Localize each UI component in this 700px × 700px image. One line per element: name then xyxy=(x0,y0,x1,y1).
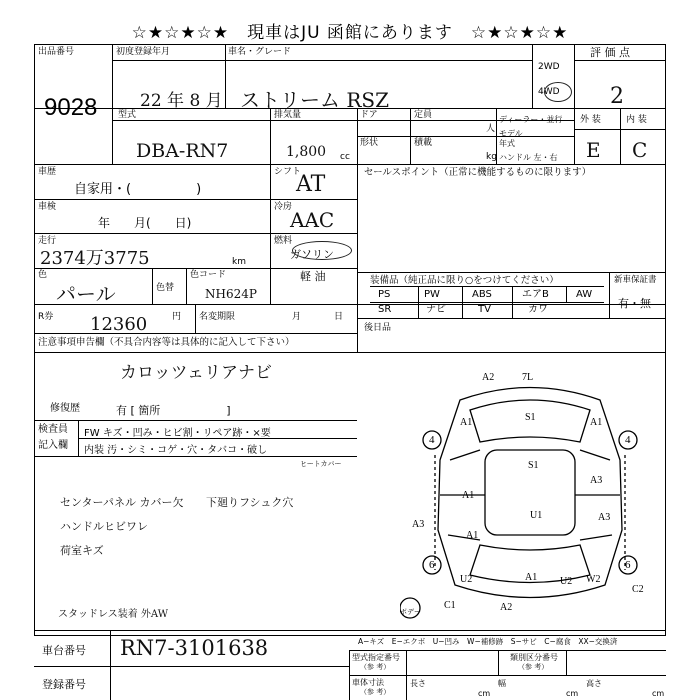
svg-text:7L: 7L xyxy=(522,372,534,383)
interior-label: 内 装 xyxy=(626,115,647,125)
dealer-label: ディーラー・並行 xyxy=(499,115,563,124)
model-label: 型式 xyxy=(118,110,137,120)
notes-label: 注意事項申告欄（不具合内容等は具体的に記入して下さい） xyxy=(38,337,295,348)
recycle-value: 12360 xyxy=(90,314,148,335)
car-name-label: 車名・グレード xyxy=(228,47,292,57)
equipment-label: 装備品（純正品に限り○をつけてください） xyxy=(370,275,559,286)
remark-line-3: 荷室キズ xyxy=(60,544,104,557)
width-label: 幅 xyxy=(498,679,506,688)
car-name-value: ストリーム RSZ xyxy=(240,88,390,112)
shape-label: 形状 xyxy=(360,138,379,148)
svg-text:A1: A1 xyxy=(462,490,475,501)
drive-circle xyxy=(544,82,572,102)
shift-label: シフト xyxy=(274,167,302,177)
warranty-label: 新車保証書 xyxy=(614,275,657,285)
handle-label: ハンドル 左・右 xyxy=(499,153,558,162)
capacity-unit: 人 xyxy=(486,124,496,134)
shift-value: AT xyxy=(296,172,326,197)
inspector-row-2: 内装 汚・シミ・コゲ・穴・タバコ・破し xyxy=(84,445,268,456)
door-label: ドア xyxy=(360,110,378,120)
damage-legend: A−キズ E−エクボ U−凹み W−補修跡 S−サビ C−腐食 XX−交換済 xyxy=(358,637,618,646)
svg-text:A3: A3 xyxy=(590,475,603,486)
inspector-small-note: ヒートカバー xyxy=(300,460,342,468)
ac-value: AAC xyxy=(290,208,335,232)
inspection-label: 車検 xyxy=(38,202,57,212)
equip-navi: ナビ xyxy=(426,304,446,315)
color-change-label: 色替 xyxy=(156,283,175,293)
inspector-label-1: 検査員 xyxy=(38,424,68,435)
svg-text:6: 6 xyxy=(625,559,631,571)
height-label: 高さ xyxy=(586,679,602,688)
history-label: 車歴 xyxy=(38,167,57,177)
svg-text:A1: A1 xyxy=(466,530,479,541)
drive-2wd: 2WD xyxy=(538,62,560,72)
remark-line-5: スタッドレス装着 外AW xyxy=(58,609,168,620)
svg-text:A2: A2 xyxy=(500,602,513,613)
equip-leather: カワ xyxy=(528,304,548,315)
svg-text:A3: A3 xyxy=(598,512,611,523)
class-label: 類別区分番号 xyxy=(510,653,558,662)
equip-abs: ABS xyxy=(472,289,492,300)
first-reg-label: 初度登録年月 xyxy=(116,47,171,57)
inspection-value: 年 月( 日) xyxy=(98,216,192,230)
equip-airbag: エアB xyxy=(522,289,549,300)
mileage-value: 2374万3775 xyxy=(40,248,150,269)
capacity-label: 定員 xyxy=(414,110,433,120)
history-value: 自家用・( ) xyxy=(74,182,202,197)
chassis-value: RN7-3101638 xyxy=(120,636,269,660)
repair-label: 修復歴 xyxy=(50,403,80,414)
model-value: DBA-RN7 xyxy=(136,140,229,162)
equip-ps: PS xyxy=(378,289,391,300)
notes-value: カロッツェリアナビ xyxy=(120,363,272,383)
svg-text:S1: S1 xyxy=(525,412,536,423)
remark-line-4: 下廻りフシュク穴 xyxy=(206,496,294,509)
lot-number: 9028 xyxy=(44,94,98,121)
warranty-value: 有・無 xyxy=(618,297,651,310)
svg-text:U2: U2 xyxy=(560,576,573,587)
color-label: 色 xyxy=(38,270,48,280)
color-code-value: NH624P xyxy=(205,287,257,301)
inspector-label-2: 記入欄 xyxy=(38,440,68,451)
equip-pw: PW xyxy=(424,289,440,300)
svg-text:C1: C1 xyxy=(444,600,456,611)
load-label: 積載 xyxy=(414,138,433,148)
remark-line-1: センターパネル カバー欠 xyxy=(60,496,184,509)
drive-4wd: 4WD xyxy=(538,87,560,97)
svg-text:A1: A1 xyxy=(525,572,538,583)
svg-text:W2: W2 xyxy=(586,574,601,585)
name-change-day: 日 xyxy=(334,312,344,322)
svg-text:A3: A3 xyxy=(412,519,425,530)
size-ref: （参 考） xyxy=(360,688,391,696)
chassis-label: 車台番号 xyxy=(42,644,86,657)
registration-label: 登録番号 xyxy=(42,678,86,691)
svg-text:C2: C2 xyxy=(632,584,644,595)
remark-line-2: ハンドルヒビワレ xyxy=(60,520,148,533)
grade-value: 2 xyxy=(610,84,624,109)
name-change-label: 名変期限 xyxy=(199,312,236,322)
height-unit: cm xyxy=(652,689,665,698)
recycle-label: R券 xyxy=(38,312,54,322)
recycle-unit: 円 xyxy=(172,312,182,322)
mileage-label: 走行 xyxy=(38,236,57,246)
type-spec-label: 型式指定番号 xyxy=(352,653,400,662)
salespoint-label: セールスポイント（正常に機能するものに限ります） xyxy=(364,167,592,178)
repair-value: 有 [ 箇所 ] xyxy=(116,404,231,417)
width-unit: cm xyxy=(566,689,579,698)
svg-text:4: 4 xyxy=(625,434,631,446)
interior-value: C xyxy=(632,138,648,162)
svg-text:A2: A2 xyxy=(482,372,495,383)
exterior-value: E xyxy=(586,138,601,162)
svg-text:ボデー: ボデー xyxy=(400,608,421,616)
fuel-diesel: 軽 油 xyxy=(300,270,326,283)
equip-sr: SR xyxy=(378,304,392,315)
mileage-unit: km xyxy=(232,257,246,267)
fuel-gas: ガソリン xyxy=(290,248,334,261)
fuel-label: 燃料 xyxy=(274,236,293,246)
ac-label: 冷房 xyxy=(274,202,293,212)
first-reg-value: 22 年 8 月 xyxy=(140,91,223,111)
svg-text:6: 6 xyxy=(429,559,435,571)
grade-label: 評 価 点 xyxy=(590,46,630,59)
lot-label: 出品番号 xyxy=(38,47,75,57)
class-ref: （参 考） xyxy=(518,663,549,671)
size-label: 車体寸法 xyxy=(352,678,384,687)
page-title: ☆★☆★☆★ 現車はJU 函館にあります ☆★☆★☆★ xyxy=(131,23,569,43)
color-code-label: 色コード xyxy=(190,270,227,280)
rear-items-label: 後日品 xyxy=(364,323,392,333)
displacement-value: 1,800 xyxy=(286,144,327,160)
svg-text:U2: U2 xyxy=(460,574,473,585)
svg-text:S1: S1 xyxy=(528,460,539,471)
load-unit: kg xyxy=(486,152,497,162)
length-unit: cm xyxy=(478,689,491,698)
displacement-unit: cc xyxy=(340,152,350,162)
inspector-row-1: FW キズ・凹み・ヒビ割・リペア跡・×要 xyxy=(84,428,271,439)
equip-aw: AW xyxy=(576,289,593,300)
car-damage-diagram xyxy=(400,370,660,620)
color-value: パール xyxy=(56,282,116,306)
model-year-label: モデル xyxy=(499,129,523,138)
length-label: 長さ xyxy=(410,679,426,688)
name-change-month: 月 xyxy=(292,312,302,322)
svg-text:A1: A1 xyxy=(460,417,473,428)
svg-text:U1: U1 xyxy=(530,510,543,521)
type-spec-ref: （参 考） xyxy=(360,663,391,671)
equip-tv: TV xyxy=(478,304,491,315)
svg-text:4: 4 xyxy=(429,434,435,446)
svg-text:A1: A1 xyxy=(590,417,603,428)
displacement-label: 排気量 xyxy=(274,110,302,120)
year-label: 年式 xyxy=(499,139,515,148)
exterior-label: 外 装 xyxy=(580,115,601,125)
fuel-circle xyxy=(292,241,352,260)
